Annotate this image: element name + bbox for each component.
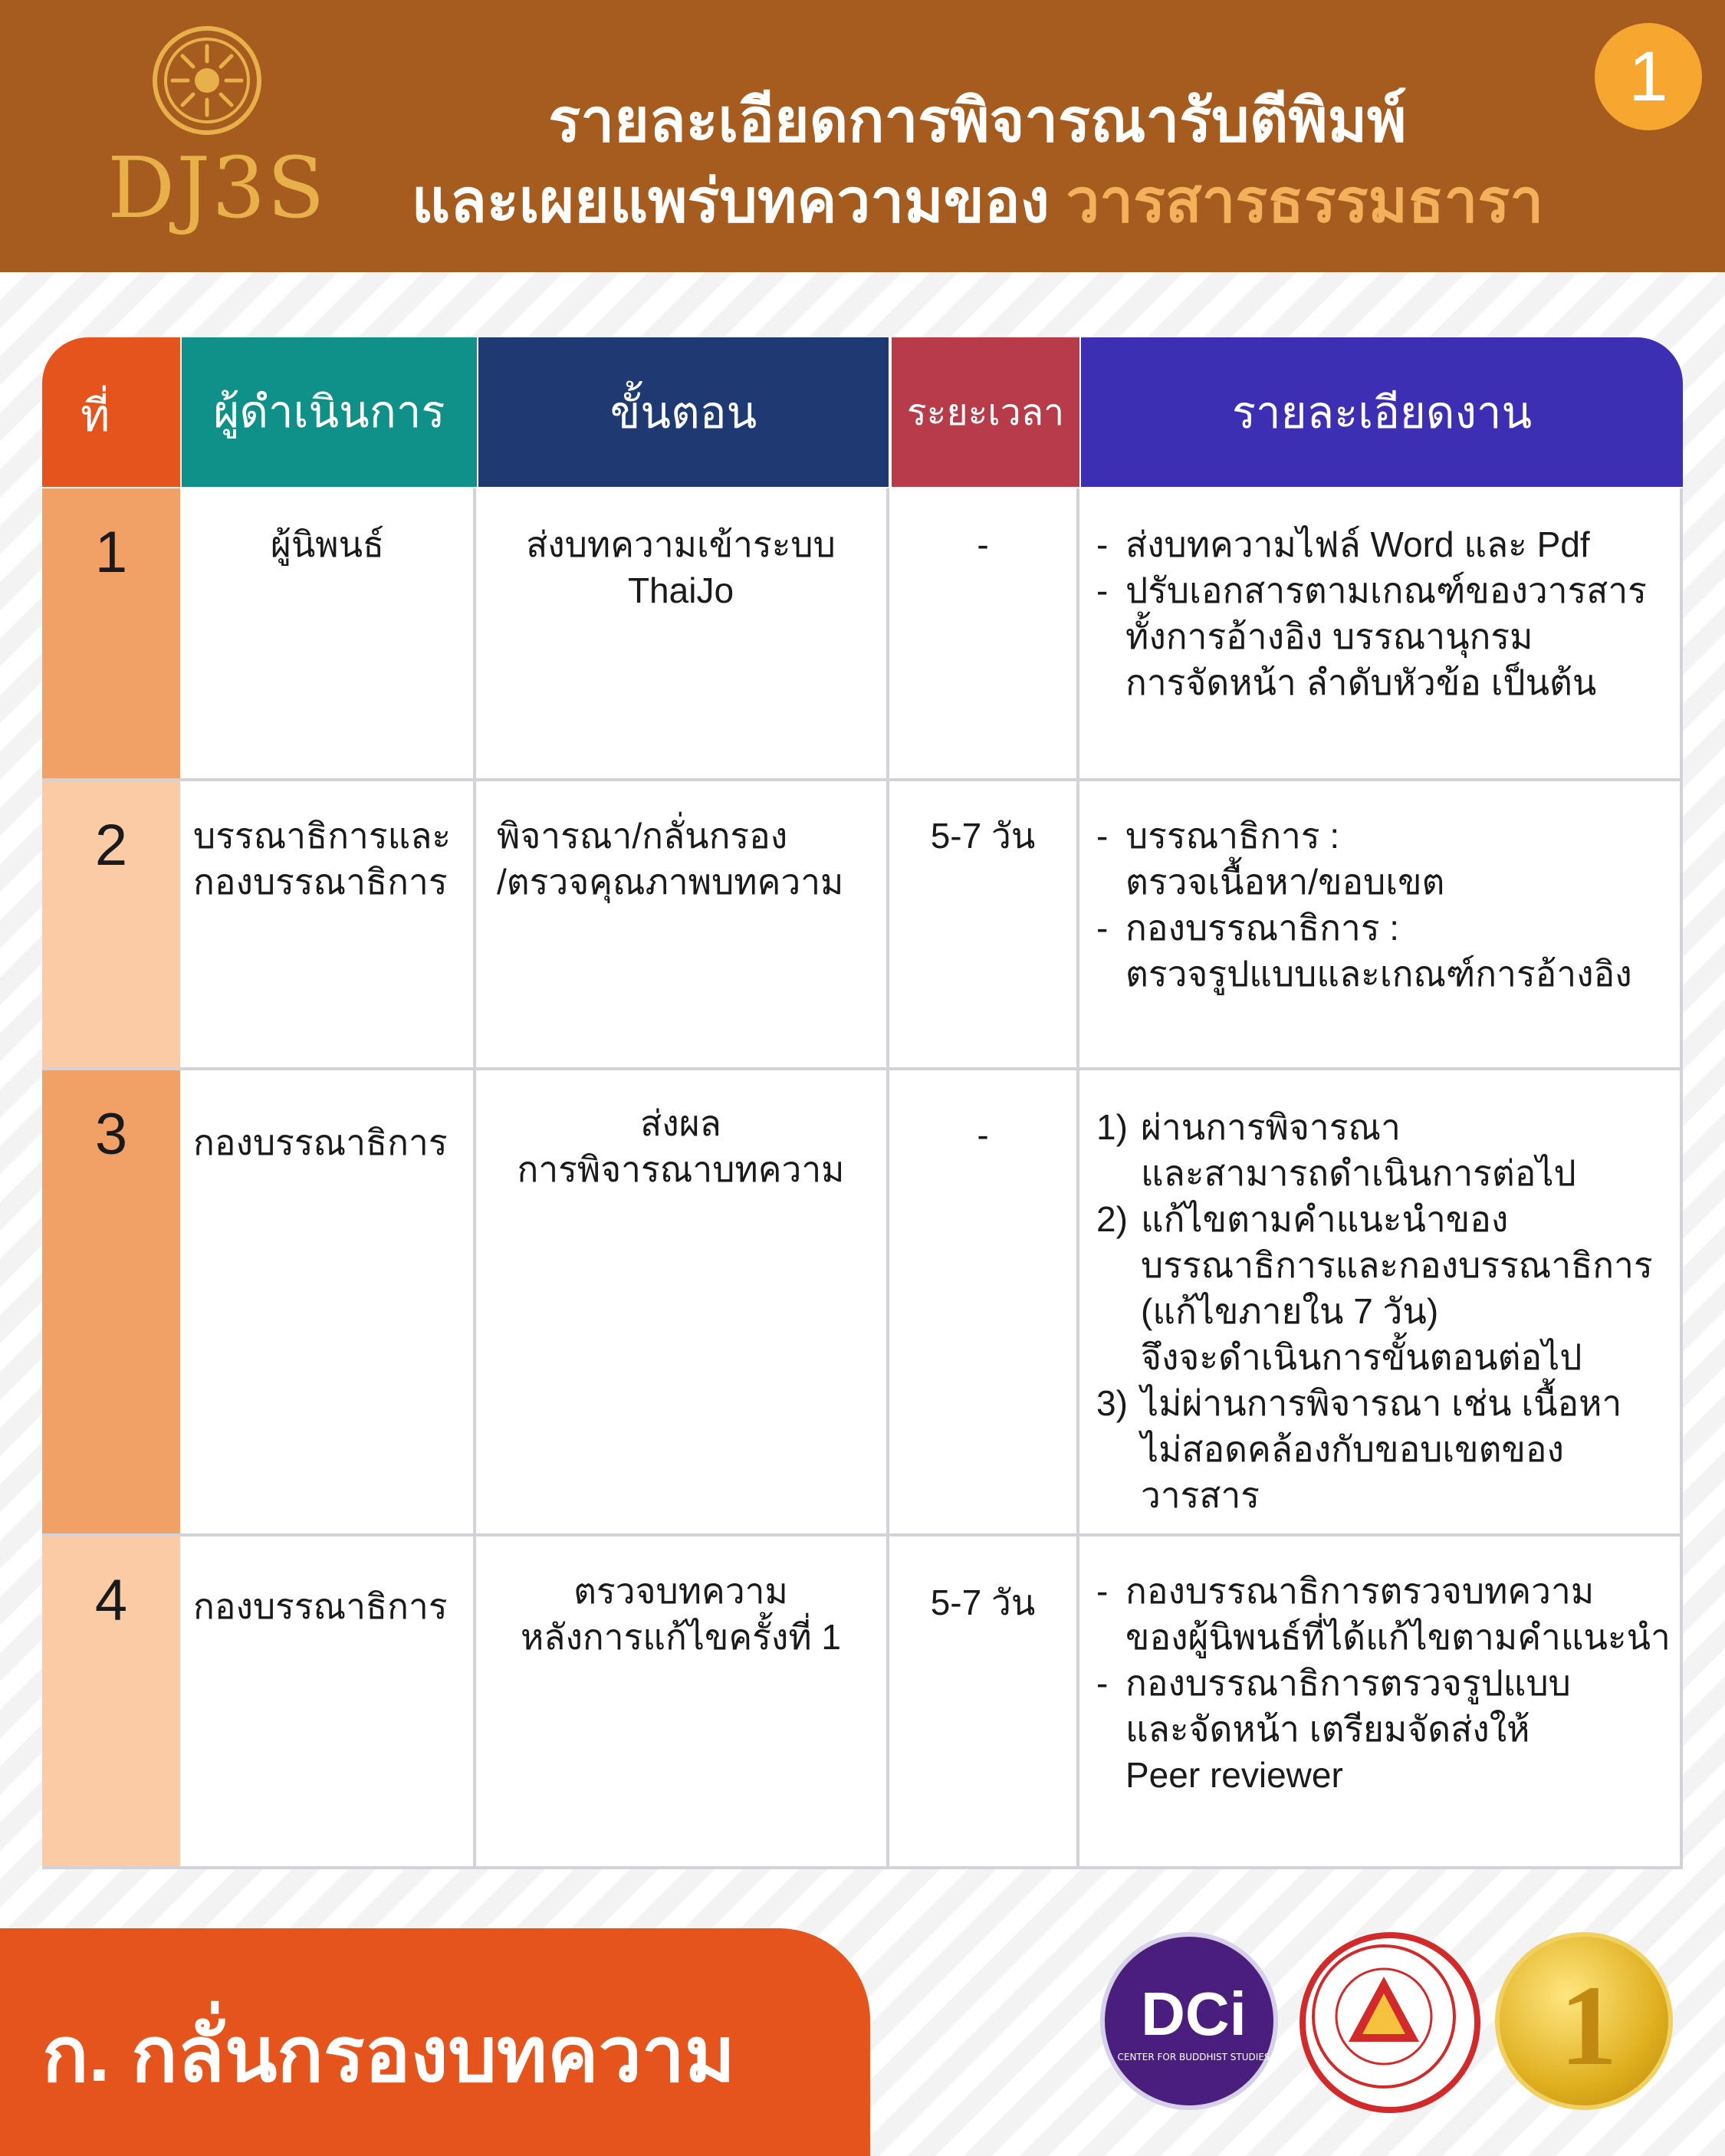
row2-step: พิจารณา/กลั่นกรอง /ตรวจคุณภาพบทความ (497, 816, 844, 902)
row-divider (42, 1866, 1683, 1869)
header-duration: ระยะเวลา (892, 337, 1079, 487)
row-divider (42, 778, 1683, 781)
title-prefix: และเผยแพร่บทความของ (411, 167, 1050, 235)
table-row-number: 2 (42, 781, 180, 1067)
journal-logo (107, 23, 327, 238)
table-row-number: 3 (42, 1070, 180, 1533)
sun-emblem-icon (150, 23, 264, 138)
header-actor: ผู้ดำเนินการ (182, 337, 477, 487)
table-row-number: 4 (42, 1536, 180, 1869)
gold-medal-logo (1495, 1932, 1673, 2110)
table-row-number: 1 (42, 488, 180, 778)
journal-name: วารสารธรรมธารา (1066, 167, 1544, 235)
row2-duration: 5-7 วัน (930, 816, 1036, 856)
page-header (0, 0, 1725, 272)
dci-logo (1100, 1932, 1278, 2110)
row3-detail (1096, 1104, 1679, 1518)
row4-step: ตรวจบทความ หลังการแก้ไขครั้งที่ 1 (520, 1571, 842, 1657)
list-item: - กองบรรณาธิการ : ตรวจรูปแบบและเกณฑ์การอ้างอิง (1096, 905, 1679, 997)
list-item: - กองบรรณาธิการตรวจบทความ ของผู้นิพนธ์ที่ได้แก้ไขตามคำแนะนำ (1096, 1568, 1679, 1660)
dci-logo-subtext: CENTER FOR BUDDHIST STUDIES (1117, 2052, 1270, 2062)
row3-duration: - (977, 1115, 989, 1155)
section-title: ก. กลั่นกรองบทความ (42, 2012, 735, 2098)
row1-detail (1096, 521, 1679, 705)
row1-actor: ผู้นิพนธ์ (270, 524, 385, 564)
row1-step: ส่งบทความเข้าระบบ ThaiJo (526, 524, 836, 610)
list-item: - ปรับเอกสารตามเกณฑ์ของวารสาร ทั้งการอ้างอิง บรรณานุกรม การจัดหน้า ลำดับหัวข้อ เป็นต้น (1096, 567, 1679, 705)
list-item: 3) ไม่ผ่านการพิจารณา เช่น เนื้อหา ไม่สอดคล้องกับขอบเขตของ วารสาร (1096, 1383, 1622, 1515)
page-number-badge: 1 (1595, 23, 1702, 130)
gold-medal-number: 1 (1559, 1962, 1618, 2089)
column-divider (886, 488, 889, 1869)
row-divider (42, 1067, 1683, 1070)
row-divider (42, 1533, 1683, 1536)
row4-actor: กองบรรณาธิการ (193, 1586, 448, 1626)
row1-duration: - (977, 524, 989, 564)
dci-logo-text: DCi (1141, 1980, 1247, 2048)
page-title-line2 (345, 153, 1610, 248)
list-item: 1) ผ่านการพิจารณา และสามารถดำเนินการต่อไป (1096, 1107, 1576, 1193)
header-detail: รายละเอียดงาน (1081, 337, 1683, 487)
list-item: - บรรณาธิการ : ตรวจเนื้อหา/ขอบเขต (1096, 813, 1679, 905)
header-step: ขั้นตอน (478, 337, 889, 487)
column-divider (1680, 488, 1683, 1869)
row4-duration: 5-7 วัน (930, 1582, 1036, 1622)
logo-text: DJ3S (107, 139, 327, 237)
foundation-seal-icon (1306, 1938, 1462, 2095)
list-item: - ส่งบทความไฟล์ Word และ Pdf (1096, 521, 1679, 567)
list-item: 2) แก้ไขตามคำแนะนำของ บรรณาธิการและกองบรรณาธิการ (แก้ไขภายใน 7 วัน) จึงจะดำเนินการขั้นตอนต่อไป (1096, 1199, 1653, 1377)
row3-step: ส่งผล การพิจารณาบทความ (517, 1103, 845, 1189)
column-divider (1076, 488, 1079, 1869)
row2-detail (1096, 813, 1679, 997)
row4-detail (1096, 1568, 1679, 1798)
row2-actor: บรรณาธิการและ กองบรรณาธิการ (193, 816, 452, 902)
header-no: ที่ (42, 337, 180, 487)
row3-actor: กองบรรณาธิการ (193, 1122, 448, 1162)
list-item: - กองบรรณาธิการตรวจรูปแบบ และจัดหน้า เตรียมจัดส่งให้ Peer reviewer (1096, 1660, 1679, 1798)
page-title-line1: รายละเอียดการพิจารณารับตีพิมพ์ (548, 87, 1407, 154)
foundation-seal-logo (1300, 1932, 1480, 2113)
